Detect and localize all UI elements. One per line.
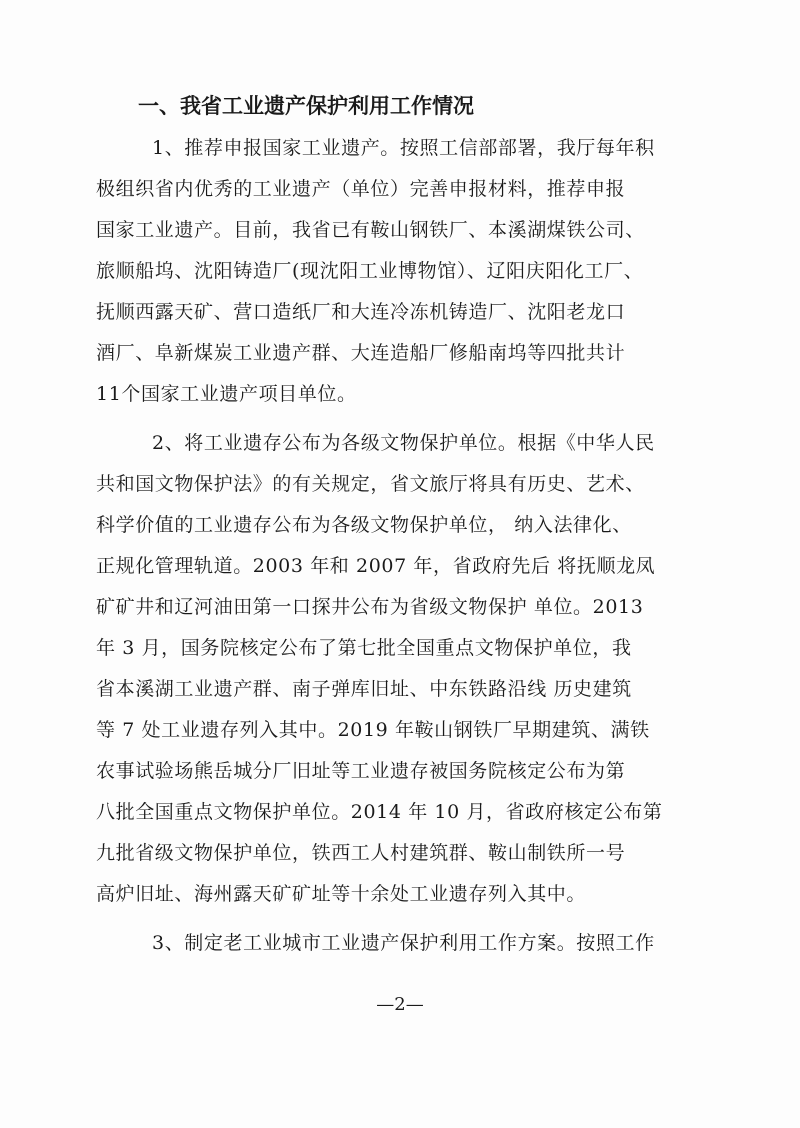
paragraph-2-line-5: 矿矿井和辽河油田第一口探井公布为省级文物保护 单位。2013: [96, 596, 644, 618]
paragraph-2-line-4: 正规化管理轨道。2003 年和 2007 年，省政府先后 将抚顺龙凤: [96, 555, 656, 577]
paragraph-2-line-1: 2、将工业遗存公布为各级文物保护单位。根据《中华人民: [152, 432, 655, 454]
paragraph-1-line-7: 11个国家工业遗产项目单位。: [96, 383, 357, 405]
paragraph-1-line-6: 酒厂、阜新煤炭工业遗产群、大连造船厂修船南坞等四批共计: [96, 342, 626, 364]
paragraph-1-line-5: 抚顺西露天矿、营口造纸厂和大连冷冻机铸造厂、沈阳老龙口: [96, 301, 626, 323]
section-heading: 一、我省工业遗产保护利用工作情况: [138, 94, 474, 118]
page-number: —2—: [376, 994, 424, 1015]
paragraph-2-line-2: 共和国文物保护法》的有关规定，省文旅厅将具有历史、艺术、: [96, 473, 645, 495]
paragraph-1-line-1: 1、推荐申报国家工业遗产。按照工信部部署，我厅每年积: [152, 137, 655, 159]
paragraph-2-line-8: 等 7 处工业遗存列入其中。2019 年鞍山钢铁厂早期建筑、满铁: [96, 719, 650, 741]
paragraph-1-line-2: 极组织省内优秀的工业遗产（单位）完善申报材料，推荐申报: [96, 178, 626, 200]
paragraph-2-line-7: 省本溪湖工业遗产群、南子弹库旧址、中东铁路沿线 历史建筑: [96, 678, 632, 700]
paragraph-3-line-1: 3、制定老工业城市工业遗产保护利用工作方案。按照工作: [152, 932, 655, 954]
paragraph-2-line-12: 高炉旧址、海州露天矿矿址等十余处工业遗存列入其中。: [96, 883, 587, 905]
paragraph-2-line-11: 九批省级文物保护单位，铁西工人村建筑群、鞍山制铁所一号: [96, 842, 626, 864]
paragraph-2-line-9: 农事试验场熊岳城分厂旧址等工业遗存被国务院核定公布为第: [96, 760, 626, 782]
paragraph-2-line-6: 年 3 月，国务院核定公布了第七批全国重点文物保护单位，我: [96, 637, 632, 659]
paragraph-2-line-3: 科学价值的工业遗存公布为各级文物保护单位， 纳入法律化、: [96, 514, 632, 536]
paragraph-1-line-4: 旅顺船坞、沈阳铸造厂(现沈阳工业博物馆）、辽阳庆阳化工厂、: [96, 260, 644, 282]
paragraph-2-line-10: 八批全国重点文物保护单位。2014 年 10 月，省政府核定公布第: [96, 801, 663, 823]
paragraph-1-line-3: 国家工业遗产。目前，我省已有鞍山钢铁厂、本溪湖煤铁公司、: [96, 219, 645, 241]
